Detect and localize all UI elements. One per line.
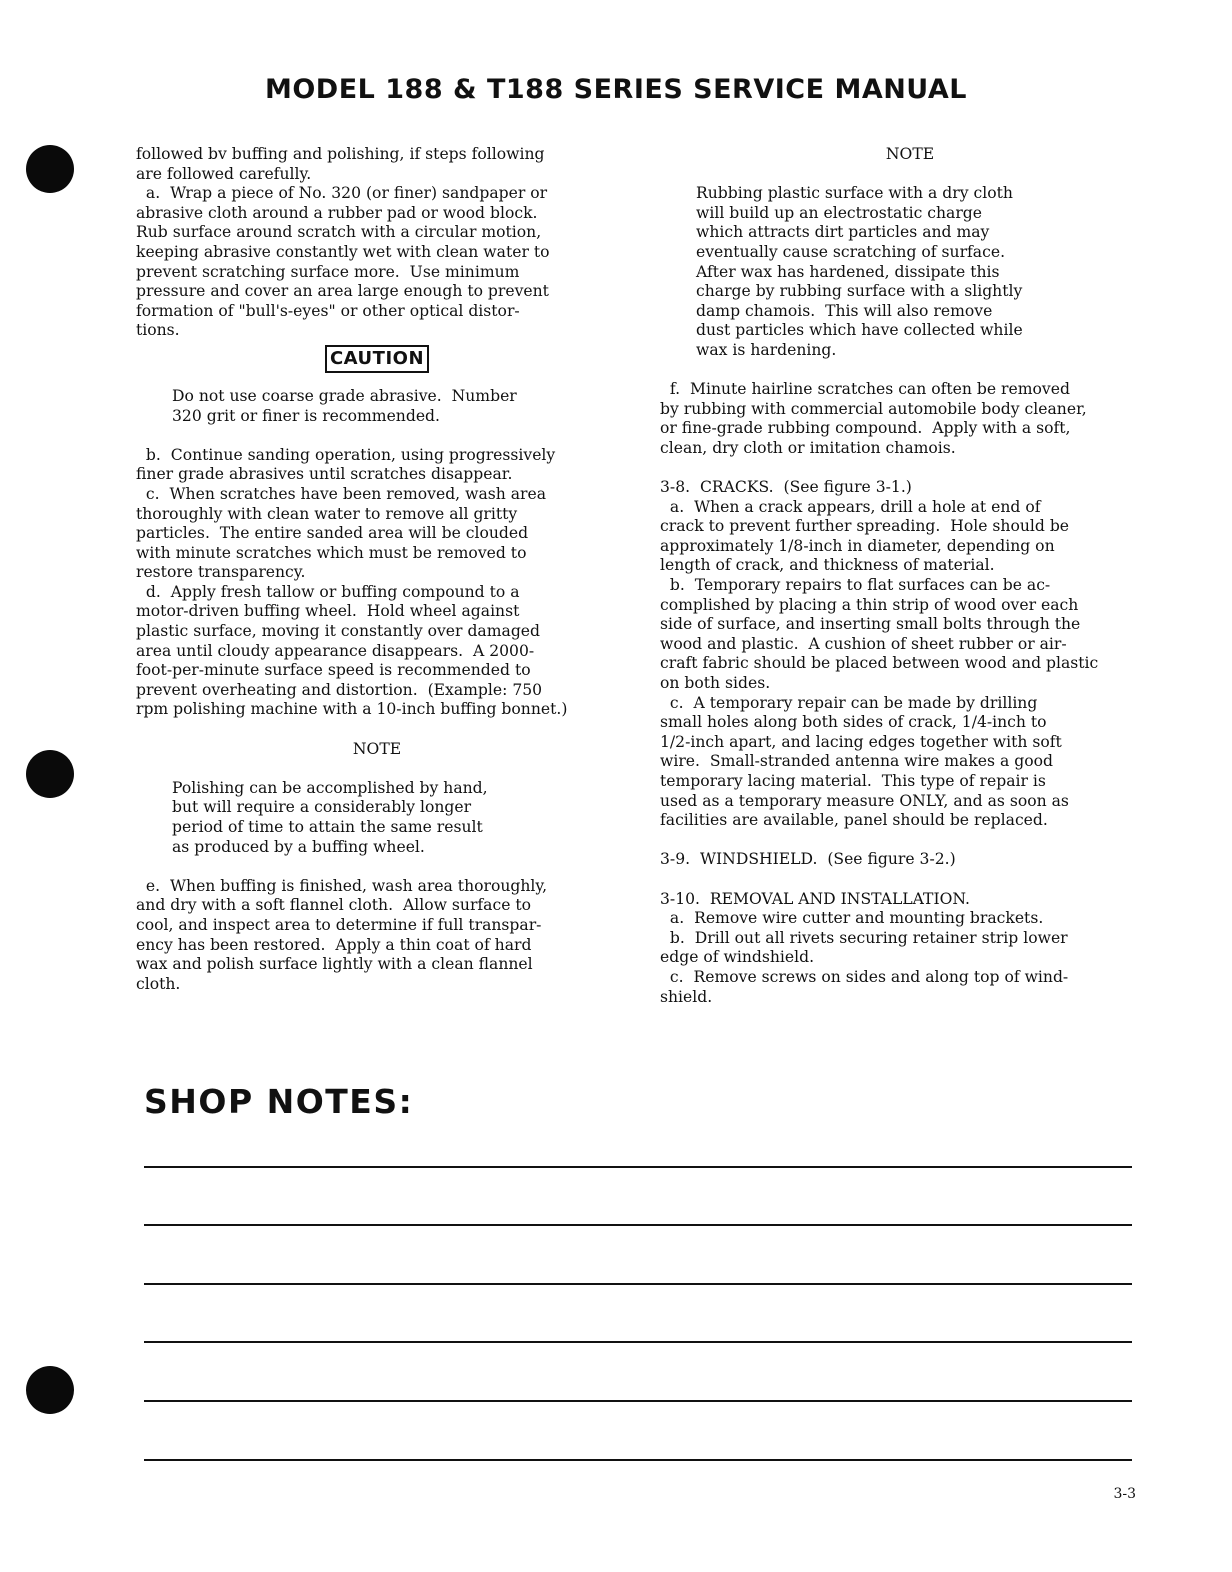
shop-notes-line bbox=[144, 1224, 1132, 1226]
text-line: c. Remove screws on sides and along top of wind- bbox=[660, 967, 1069, 986]
text-line: c. A temporary repair can be made by drilling bbox=[660, 693, 1038, 712]
text-line: plastic surface, moving it constantly over damaged bbox=[136, 622, 541, 641]
binder-hole-bottom bbox=[26, 1366, 74, 1414]
text-line: a. Wrap a piece of No. 320 (or finer) sandpaper or bbox=[136, 184, 548, 203]
note-text-line: as produced by a buffing wheel. bbox=[172, 837, 425, 856]
text-line: small holes along both sides of crack, 1/4-inch to bbox=[660, 713, 1047, 732]
text-line: prevent scratching surface more. Use minimum bbox=[136, 262, 520, 281]
note-text-line: which attracts dirt particles and may bbox=[696, 223, 990, 242]
text-line: particles. The entire sanded area will be clouded bbox=[136, 524, 529, 543]
text-line: used as a temporary measure ONLY, and as soon as bbox=[660, 791, 1069, 810]
text-line: length of crack, and thickness of material. bbox=[660, 556, 995, 575]
text-line: craft fabric should be placed between wood and plastic bbox=[660, 654, 1099, 673]
text-line: or fine-grade rubbing compound. Apply with a soft, bbox=[660, 419, 1071, 438]
binder-hole-middle bbox=[26, 750, 74, 798]
note-text-line: Rubbing plastic surface with a dry cloth bbox=[696, 184, 1013, 203]
text-line: b. Temporary repairs to flat surfaces can be ac- bbox=[660, 576, 1051, 595]
page-title: MODEL 188 & T188 SERIES SERVICE MANUAL bbox=[264, 74, 967, 105]
shop-notes-line bbox=[144, 1283, 1132, 1285]
text-line: tions. bbox=[136, 321, 180, 340]
section-heading: 3-8. CRACKS. (See figure 3-1.) bbox=[660, 478, 912, 497]
note-text-line: After wax has hardened, dissipate this bbox=[696, 262, 1000, 281]
text-line: finer grade abrasives until scratches disappear. bbox=[136, 465, 513, 484]
text-line: approximately 1/8-inch in diameter, depending on bbox=[660, 536, 1055, 555]
section-heading: 3-10. REMOVAL AND INSTALLATION. bbox=[660, 889, 971, 908]
caution-text-line: 320 grit or finer is recommended. bbox=[172, 406, 440, 425]
shop-notes-line bbox=[144, 1400, 1132, 1402]
note-heading: NOTE bbox=[352, 739, 402, 758]
text-line: cool, and inspect area to determine if full transpar- bbox=[136, 915, 542, 934]
right-column bbox=[660, 145, 1160, 1007]
text-line: a. Remove wire cutter and mounting brackets. bbox=[660, 909, 1044, 928]
text-line: side of surface, and inserting small bolts through the bbox=[660, 615, 1081, 634]
note-heading: NOTE bbox=[885, 145, 935, 163]
caution-block bbox=[136, 341, 618, 387]
text-line: b. Continue sanding operation, using progressively bbox=[136, 445, 556, 464]
note-text-line: eventually cause scratching of surface. bbox=[696, 242, 1006, 261]
shop-notes-line bbox=[144, 1166, 1132, 1168]
note-text-line: charge by rubbing surface with a slightly bbox=[696, 282, 1023, 301]
text-line: abrasive cloth around a rubber pad or wood block. bbox=[136, 203, 538, 222]
text-line: clean, dry cloth or imitation chamois. bbox=[660, 438, 956, 457]
text-line: prevent overheating and distortion. (Example: 750 bbox=[136, 680, 543, 699]
text-line: cloth. bbox=[136, 974, 181, 993]
text-line: b. Drill out all rivets securing retainer strip lower bbox=[660, 928, 1068, 947]
caution-text-line: Do not use coarse grade abrasive. Number bbox=[172, 386, 517, 405]
text-line: area until cloudy appearance disappears. A 2000- bbox=[136, 641, 535, 660]
note-text-line: Polishing can be accomplished by hand, bbox=[172, 778, 488, 797]
text-line: by rubbing with commercial automobile body cleaner, bbox=[660, 399, 1087, 418]
text-line: foot-per-minute surface speed is recommended to bbox=[136, 661, 531, 680]
text-line: edge of windshield. bbox=[660, 948, 815, 967]
text-line: motor-driven buffing wheel. Hold wheel against bbox=[136, 602, 520, 621]
text-line: wire. Small-stranded antenna wire makes a good bbox=[660, 752, 1053, 771]
text-line: thoroughly with clean water to remove all gritty bbox=[136, 504, 518, 523]
shop-notes-line bbox=[144, 1459, 1132, 1461]
text-line: shield. bbox=[660, 987, 713, 1006]
text-line: complished by placing a thin strip of wood over each bbox=[660, 595, 1079, 614]
text-line: wood and plastic. A cushion of sheet rubber or air- bbox=[660, 634, 1067, 653]
page-number: 3-3 bbox=[1113, 1486, 1136, 1502]
note-text-line: dust particles which have collected while bbox=[696, 321, 1023, 340]
left-column bbox=[136, 145, 618, 994]
text-line: ency has been restored. Apply a thin coat of hard bbox=[136, 935, 532, 954]
text-line: on both sides. bbox=[660, 674, 771, 693]
text-line: temporary lacing material. This type of repair is bbox=[660, 772, 1046, 790]
text-line: c. When scratches have been removed, wash area bbox=[136, 484, 547, 503]
note-text-line: will build up an electrostatic charge bbox=[696, 203, 983, 222]
text-line: wax and polish surface lightly with a clean flannel bbox=[136, 955, 533, 974]
note-text-line: period of time to attain the same result bbox=[172, 818, 483, 836]
text-line: 1/2-inch apart, and lacing edges together with soft bbox=[660, 732, 1062, 751]
text-line: followed bv buffing and polishing, if steps following bbox=[136, 145, 545, 163]
section-heading: 3-9. WINDSHIELD. (See figure 3-2.) bbox=[660, 850, 956, 869]
text-line: are followed carefully. bbox=[136, 164, 312, 183]
text-line: with minute scratches which must be removed to bbox=[136, 543, 527, 562]
caution-label: CAUTION bbox=[325, 345, 429, 373]
note-text-line: damp chamois. This will also remove bbox=[696, 301, 993, 320]
text-line: pressure and cover an area large enough to prevent bbox=[136, 282, 549, 301]
shop-notes-title: SHOP NOTES: bbox=[144, 1082, 414, 1121]
text-line: e. When buffing is finished, wash area thoroughly, bbox=[136, 876, 548, 895]
text-line: Rub surface around scratch with a circular motion, bbox=[136, 223, 542, 242]
text-line: f. Minute hairline scratches can often be removed bbox=[660, 380, 1070, 399]
text-line: and dry with a soft flannel cloth. Allow surface to bbox=[136, 896, 532, 915]
shop-notes-line bbox=[144, 1341, 1132, 1343]
binder-hole-top bbox=[26, 145, 74, 193]
text-line: d. Apply fresh tallow or buffing compound to a bbox=[136, 582, 520, 601]
text-line: crack to prevent further spreading. Hole should be bbox=[660, 517, 1070, 536]
note-text-line: wax is hardening. bbox=[696, 340, 837, 359]
text-line: formation of "bull's-eyes" or other optical distor- bbox=[136, 301, 520, 320]
text-line: rpm polishing machine with a 10-inch buffing bonnet.) bbox=[136, 700, 568, 719]
text-line: facilities are available, panel should be replaced. bbox=[660, 811, 1048, 830]
text-line: keeping abrasive constantly wet with clean water to bbox=[136, 242, 550, 261]
text-line: a. When a crack appears, drill a hole at end of bbox=[660, 497, 1041, 516]
note-text-line: but will require a considerably longer bbox=[172, 798, 472, 817]
text-line: restore transparency. bbox=[136, 563, 306, 582]
